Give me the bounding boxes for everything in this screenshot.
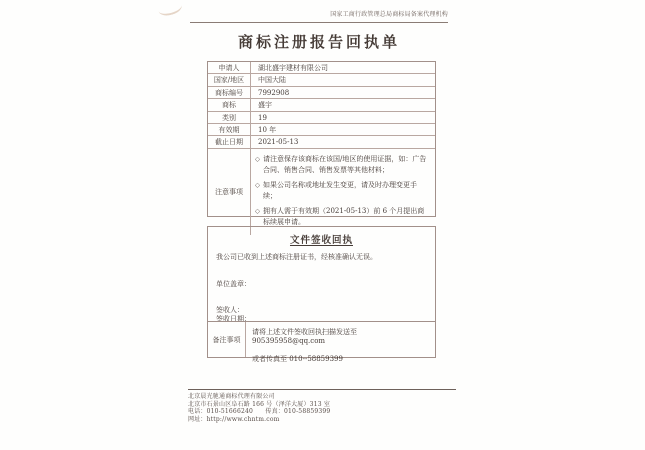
- list-item: [255, 180, 430, 203]
- row-value: 10 年: [258, 125, 277, 134]
- remark-line2: 或者传真至 010--58859399: [252, 354, 343, 363]
- remark-content: [246, 322, 435, 363]
- table-row: [208, 136, 435, 148]
- row-value: 19: [258, 113, 267, 122]
- row-value: 中国大陆: [258, 76, 286, 85]
- scan-artifact: [157, 0, 184, 18]
- notes-list: [251, 149, 435, 235]
- row-label: 商标: [208, 99, 251, 110]
- signature-area: [208, 232, 435, 323]
- table-row: [208, 112, 435, 124]
- notes-label: 注意事项: [208, 149, 251, 235]
- diamond-bullet-icon: ◇: [255, 206, 260, 215]
- note-text: 拥有人需于有效期（2021-05-13）前 6 个月提出商标续展申请。: [263, 206, 425, 227]
- footer-address: 北京市石景山区阜石路 166 号（泽洋大厦）313 室: [188, 400, 331, 408]
- footer-phone-fax: 电话：010-51666240 传真：010-58859399: [188, 408, 331, 416]
- table-row: [208, 62, 435, 74]
- row-value: 7992908: [258, 88, 290, 97]
- table-row: [208, 74, 435, 86]
- row-label: 截止日期: [208, 136, 251, 147]
- row-value: 湖北盛宇建材有限公司: [258, 64, 328, 72]
- remark-row: [208, 321, 435, 363]
- note-text: 请注意保存该商标在该国/地区的使用证据，如：广告合同、销售合同、销售发票等其他材料；: [263, 154, 427, 175]
- list-item: [255, 154, 430, 177]
- remark-line1: 请将上述文件签收回执扫描发送至 905395958@qq.com: [252, 328, 357, 345]
- sign-date-label: 签收日期：: [216, 314, 251, 323]
- receipt-table: [207, 226, 436, 363]
- header-agency-line: [190, 11, 448, 23]
- row-label: 国家/地区: [208, 74, 251, 85]
- row-value: 盛宇: [258, 101, 272, 110]
- footer-website: 网址：http://www.chntm.com: [188, 415, 280, 423]
- row-value: 2021-05-13: [258, 138, 299, 147]
- receipt-title: 文件签收回执: [289, 235, 353, 246]
- table-row: [208, 87, 435, 99]
- header-agency-text: 国家工商行政管理总局商标局备案代理机构: [330, 11, 448, 18]
- document-title: 商标注册报告回执单: [237, 33, 400, 51]
- row-label: 商标编号: [208, 87, 251, 98]
- table-row: [208, 124, 435, 136]
- footer-company: 北京晨光驰通商标代理有限公司: [188, 393, 275, 400]
- row-label: 申请人: [208, 62, 251, 73]
- signer-label: 签收人：: [216, 306, 244, 314]
- diamond-bullet-icon: ◇: [255, 154, 260, 163]
- receipt-confirmation: 我公司已收到上述商标注册证书，经核准确认无误。: [216, 253, 377, 261]
- notes-row: [208, 149, 435, 235]
- diamond-bullet-icon: ◇: [255, 180, 260, 189]
- trademark-info-table: [207, 61, 436, 227]
- row-label: 类别: [208, 112, 251, 123]
- table-row: [208, 99, 435, 111]
- stamp-label: 单位盖章：: [216, 280, 251, 288]
- agency-footer: [188, 389, 456, 423]
- remark-label: 备注事项: [208, 322, 246, 357]
- note-text: 如果公司名称或地址发生变更，请及时办理变更手续；: [263, 180, 417, 201]
- row-label: 有效期: [208, 124, 251, 135]
